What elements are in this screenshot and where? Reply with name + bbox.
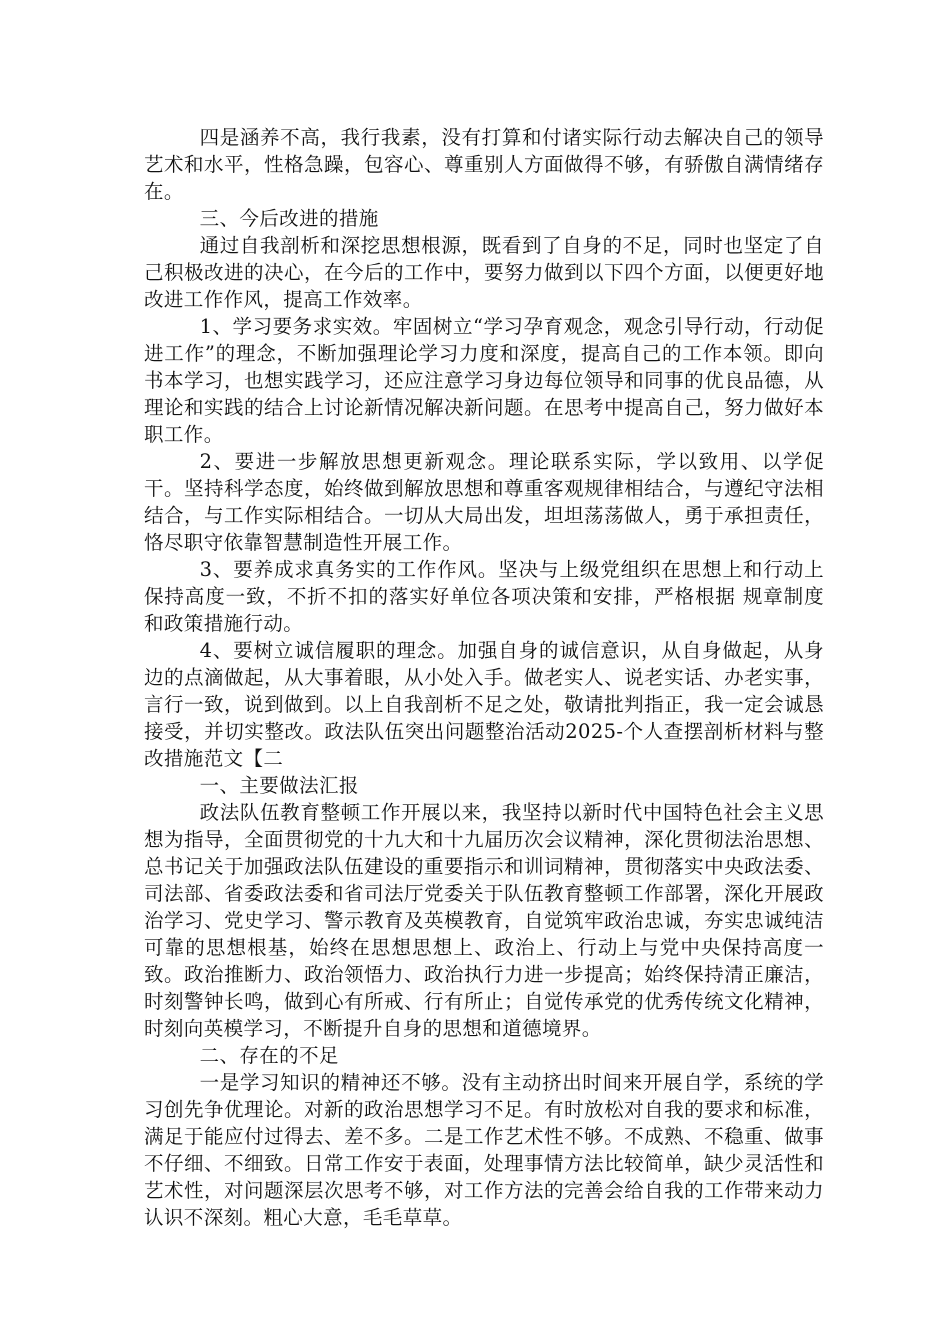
paragraph-main-practices: 政法队伍教育整顿工作开展以来，我坚持以新时代中国特色社会主义思想为指导，全面贯彻党的十九大和十九届历次会议精神，深化贯彻法治思想、总书记关于加强政法队伍建设的重要指示和训词精神，贯彻落实中央政法委、司法部、省委政法委和省司法厅党委关于队伍教育整顿工作部署，深化开展政治学习、党史学习、警示教育及英模教育，自觉筑牢政治忠诚，夯实忠诚纯洁可靠的思想根基，始终在思想思想上、政治上、行动上与党中央保持高度一致。政治推断力、政治领悟力、政治执行力进一步提高；始终保持清正廉洁，时刻警钟长鸣，做到心有所戒、行有所止；自觉传承党的优秀传统文化精神，时刻向英模学习，不断提升自身的思想和道德境界。 xyxy=(144,801,824,1040)
paragraph-shortcomings: 一是学习知识的精神还不够。没有主动挤出时间来开展自学，系统的学习创先争优理论。对新的政治思想学习不足。有时放松对自我的要求和标准，满足于能应付过得去、差不多。二是工作艺术性不够。不成熟、不稳重、做事不仔细、不细致。日常工作安于表面，处理事情方法比较简单，缺少灵活性和艺术性，对问题深层次思考不够，对工作方法的完善会给自我的工作带来动力认识不深刻。粗心大意，毛毛草草。 xyxy=(144,1071,824,1229)
paragraph-measure-1: 1、学习要务求实效。牢固树立“学习孕育观念，观念引导行动，行动促进工作”的理念，不断加强理论学习力度和深度，提高自己的工作本领。即向书本学习，也想实践学习，还应注意学习身边每位领导和同事的优良品德，从理论和实践的结合上讨论新情况解决新问题。在思考中提高自己，努力做好本职工作。 xyxy=(144,315,824,446)
paragraph-measure-2: 2、要进一步解放思想更新观念。理论联系实际，学以致用、以学促干。坚持科学态度，始终做到解放思想和尊重客观规律相结合，与遵纪守法相结合，与工作实际相结合。一切从大局出发，坦坦荡荡做人，勇于承担责任，恪尽职守依靠智慧制造性开展工作。 xyxy=(144,450,824,554)
heading-improvement-measures: 三、今后改进的措施 xyxy=(199,207,379,230)
paragraph-measure-3: 3、要养成求真务实的工作作风。坚决与上级党组织在思想上和行动上保持高度一致，不折不扣的落实好单位各项决策和安排，严格根据 规章制度和政策措施行动。 xyxy=(144,558,824,635)
paragraph-temperament: 四是涵养不高，我行我素，没有打算和付诸实际行动去解决自己的领导艺术和水平，性格急躁，包容心、尊重别人方面做得不够，有骄傲自满情绪存在。 xyxy=(144,126,824,203)
document-page xyxy=(144,124,824,1231)
heading-main-practices: 一、主要做法汇报 xyxy=(199,774,359,797)
heading-shortcomings: 二、存在的不足 xyxy=(199,1044,339,1067)
paragraph-self-analysis: 通过自我剖析和深挖思想根源，既看到了自身的不足，同时也坚定了自己积极改进的决心，在今后的工作中，要努力做到以下四个方面，以便更好地改进工作作风，提高工作效率。 xyxy=(144,234,824,311)
paragraph-measure-4: 4、要树立诚信履职的理念。加强自身的诚信意识，从自身做起，从身边的点滴做起，从大事着眼，从小处入手。做老实人、说老实话、办老实事，言行一致，说到做到。以上自我剖析不足之处，敬请批判指正，我一定会诚恳接受，并切实整改。政法队伍突出问题整治活动2025-个人查摆剖析材料与整改措施范文【二 xyxy=(144,639,824,770)
